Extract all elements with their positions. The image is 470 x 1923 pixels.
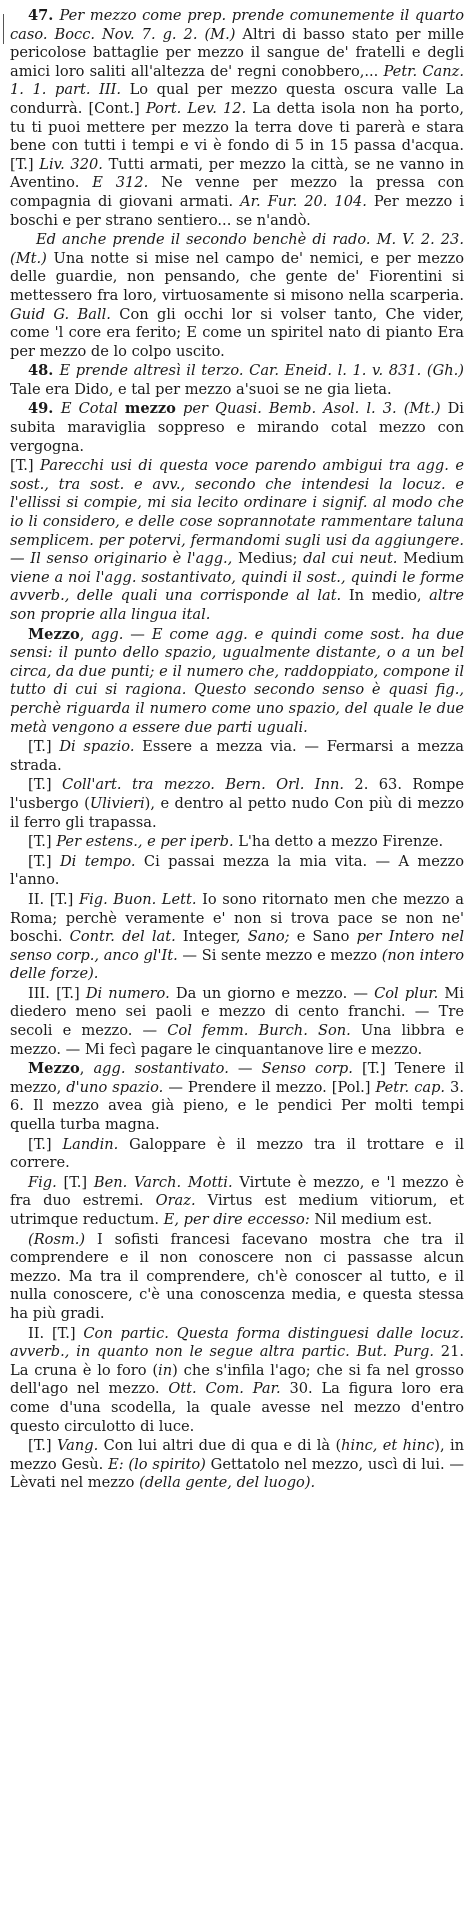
- entry-heading-text: mezzo: [124, 400, 176, 418]
- entry-text: Galoppare è il mezzo tra il trottare e il correre.: [10, 1135, 464, 1172]
- entry-italic-text: per Quasi. Bemb. Asol. l. 3. (Mt.): [175, 400, 441, 418]
- entry-text: —: [123, 625, 152, 643]
- entry-text: I sofisti francesi facevano mostra che tra il comprendere e il non conoscere non ci passasse alcun mezzo. Ma tra il comprendere, ch'è conoscer al tutto, e il nulla conoscere, c'è una conoscenza media, e questa stessa ha più gradi.: [10, 1230, 464, 1322]
- entry-italic-text: Per mezzo come prep. prende comunemente il quarto caso. Bocc. Nov. 7. g. 2. (M.): [10, 7, 464, 43]
- entry-text: [T.]: [63, 1173, 94, 1191]
- entry-paragraph-p48: [10, 362, 464, 399]
- entry-heading-text: Mezzo: [28, 1060, 80, 1078]
- entry-text: ,: [79, 1060, 94, 1078]
- entry-text: 30. La figura loro era come d'una scodella, la quale avesse nel mezzo d'entro questo circulotto di luce.: [10, 1380, 465, 1435]
- entry-text: [T.]: [28, 852, 60, 870]
- margin-rule: [3, 14, 4, 44]
- entry-text: Medius;: [238, 550, 304, 568]
- entry-italic-text: Fig.: [28, 1173, 64, 1191]
- entry-text: ), e dentro al petto nudo Con più di mezzo il ferro gli trapassa.: [10, 794, 464, 831]
- entry-italic-text: d'uno spazio.: [66, 1078, 164, 1096]
- entry-italic-text: E: (lo spirito): [108, 1455, 206, 1473]
- entry-text: ,: [79, 625, 92, 643]
- entry-paragraph-pSpazio: [10, 738, 464, 775]
- entry-text: [T.] Tenere il mezzo,: [10, 1060, 465, 1096]
- entry-italic-text: E prende altresì il terzo. Car. Eneid. l. 1. v. 831. (Gh.): [59, 362, 464, 380]
- entry-text: Io sono ritornato men che mezzo a Roma; perchè veramente e' non si trova pace se non ne' boschi.: [10, 890, 464, 946]
- entry-text: Da un giorno e mezzo. —: [169, 984, 375, 1002]
- entry-italic-text: hinc, et hinc: [341, 1437, 435, 1455]
- entry-text: Una libbra e mezzo. — Mi fecì pagare le cinquantanove lire e mezzo.: [10, 1022, 464, 1058]
- entry-text: [T.]: [28, 776, 63, 794]
- entry-heading-text: Mezzo: [28, 625, 80, 643]
- entry-text: [T.]: [28, 833, 57, 851]
- entry-paragraph-pII: [10, 891, 464, 984]
- entry-text: III. [T.]: [28, 984, 86, 1002]
- entry-paragraph-p47: [10, 7, 464, 230]
- entry-text: ), in mezzo Gesù.: [10, 1437, 465, 1473]
- entry-text: Tale era Dido, e tal per mezzo a'suoi se ne gia lieta.: [10, 380, 392, 398]
- entry-italic-text: agg.: [91, 625, 124, 643]
- entry-italic-text: Di tempo.: [59, 852, 136, 870]
- entry-text: Di subita maraviglia soppreso e mirando cotal mezzo con vergogna.: [10, 400, 464, 455]
- entry-paragraph-pRosm: [10, 1231, 464, 1324]
- entry-italic-text: agg. sostantivato.: [93, 1060, 229, 1078]
- entry-italic-text: altre son proprie alla lingua ital.: [10, 587, 465, 623]
- entry-text: Gettatolo nel mezzo, uscì di lui. — Lèvati nel mezzo: [10, 1455, 464, 1492]
- entry-italic-text: Col plur.: [374, 984, 439, 1002]
- entry-paragraph-pIII: [10, 985, 464, 1059]
- entry-text: Ne venne per mezzo la pressa con compagnia di giovani armati.: [10, 174, 464, 210]
- entry-italic-text: Contr. del lat.: [69, 928, 176, 946]
- entry-italic-text: viene a noi l'agg. sostantivato, quindi il sost., quindi le forme avverb., delle quali una corrisponde al lat.: [10, 568, 464, 605]
- entry-italic-text: in: [158, 1361, 173, 1379]
- entry-text: 3. 6. Il mezzo avea già pieno, e le pendici Per molti tempi quella turba magna.: [10, 1078, 464, 1134]
- entry-italic-text: E 312.: [92, 174, 149, 192]
- entry-italic-text: Vang.: [56, 1437, 99, 1455]
- entry-italic-text: Ulivieri: [89, 794, 145, 812]
- entry-italic-text: Per estens., e per iperb.: [56, 833, 234, 851]
- entry-paragraph-pFig: [10, 1174, 464, 1230]
- entry-text: II. [T.]: [28, 1324, 84, 1342]
- entry-text: Virtus est medium vitiorum, et utrimque reductum.: [10, 1192, 464, 1228]
- entry-italic-text: Col femm. Burch. Son.: [167, 1022, 351, 1040]
- entry-text: —: [228, 1060, 262, 1078]
- entry-text: [T.]: [28, 1437, 57, 1455]
- entry-text: 2. 63. Rompe l'usbergo (: [10, 776, 464, 812]
- entry-text: Altri di basso stato per mille pericolose battaglie per mezzo il sangue de' fratelli e degli amici loro saliti all'altezza de' regni conobbero,...: [10, 25, 464, 80]
- entry-italic-text: Senso corp.: [261, 1060, 353, 1078]
- entry-heading-text: 49.: [28, 400, 61, 418]
- entry-text: [T.]: [28, 1135, 63, 1153]
- entry-text: II. [T.]: [28, 890, 79, 908]
- entry-italic-text: Ben. Varch. Motti.: [93, 1173, 233, 1191]
- entry-italic-text: per Intero nel senso corp., anco gl'It.: [10, 928, 465, 964]
- entry-text: Per mezzo i boschi e per strano sentiero... se n'andò.: [10, 192, 464, 229]
- entry-italic-text: Fig. Buon. Lett.: [78, 890, 197, 908]
- entry-paragraph-p49: [10, 400, 464, 456]
- entry-italic-text: (della gente, del luogo).: [139, 1474, 316, 1492]
- entry-text: Con gli occhi lor si volser tanto, Che vider, come 'l core era ferito; E come un spiritel nato di pianto Era per mezzo de lo colpo uscito.: [10, 305, 464, 360]
- entry-text: Integer,: [175, 928, 248, 946]
- entry-text: In medio,: [348, 587, 430, 605]
- entry-italic-text: E come agg. e quindi come sost. ha due sensi: il punto dello spazio, ugualmente distante, o a un bel circa, da due punti; e il numero che, raddoppiato, compone il tutto di cui si ragiona. Questo secondo senso è quasi fig., perchè riguarda il numero come uno spazio, del quale le due metà vengono a essere due parti uguali.: [10, 625, 465, 736]
- entry-paragraph-pTempo: [10, 853, 464, 890]
- entry-heading-text: 47.: [28, 7, 60, 24]
- entry-paragraph-pII2: [10, 1325, 464, 1437]
- entry-text: — Prendere il mezzo. [Pol.]: [163, 1078, 376, 1096]
- text-column: [10, 7, 464, 1493]
- entry-text: Ci passai mezza la mia vita. — A mezzo l'anno.: [10, 852, 464, 889]
- entry-text: Medium: [403, 550, 464, 568]
- entry-italic-text: Liv. 320.: [39, 155, 103, 173]
- entry-paragraph-p47b: [10, 231, 464, 361]
- entry-text: ) che s'infila l'ago; che si fa nel grosso dell'ago nel mezzo.: [10, 1361, 464, 1398]
- entry-text: e Sano: [289, 928, 357, 946]
- entry-italic-text: Landin.: [62, 1135, 119, 1153]
- entry-text: — Si sente mezzo e mezzo: [177, 946, 382, 964]
- entry-paragraph-pVang: [10, 1437, 464, 1493]
- entry-paragraph-pMezzoAgg: [10, 626, 464, 738]
- entry-italic-text: dal cui neut.: [303, 550, 404, 568]
- entry-italic-text: Guid G. Ball.: [10, 305, 111, 323]
- entry-paragraph-pLandin: [10, 1136, 464, 1173]
- entry-italic-text: (non intero delle forze).: [10, 946, 465, 983]
- entry-paragraph-pEstens: [10, 833, 464, 852]
- entry-text: Tutti armati, per mezzo la città, se ne vanno in Aventino.: [10, 155, 464, 192]
- entry-italic-text: (Rosm.): [28, 1230, 86, 1248]
- entry-italic-text: Oraz.: [155, 1192, 196, 1210]
- entry-italic-text: Port. Lev. 12.: [145, 99, 247, 117]
- entry-italic-text: Ott. Com. Par.: [168, 1380, 281, 1398]
- entry-text: Con lui altri due di qua e di là (: [98, 1437, 342, 1455]
- entry-italic-text: Di spazio.: [59, 738, 135, 756]
- entry-text: Virtute è mezzo, e 'l mezzo è fra duo estremi.: [10, 1173, 464, 1210]
- entry-text: Essere a mezza via. — Fermarsi a mezza strada.: [10, 738, 464, 774]
- entry-text: Lo qual per mezzo questa oscura valle La condurrà. [Cont.]: [10, 81, 464, 117]
- entry-italic-text: Ar. Fur. 20. 104.: [240, 192, 367, 210]
- entry-italic-text: Con partic. Questa forma distinguesi dalle locuz. avverb., in quanto non le segue altra partic. But. Purg.: [10, 1324, 465, 1361]
- entry-paragraph-pMezzoSost: [10, 1060, 464, 1134]
- entry-heading-text: 48.: [28, 362, 60, 380]
- entry-paragraph-pCollart: [10, 776, 464, 832]
- entry-paragraph-pT: [10, 457, 464, 624]
- entry-text: [T.]: [10, 457, 41, 475]
- entry-italic-text: Di numero.: [85, 984, 170, 1002]
- entry-italic-text: Petr. Canz. 1. 1. part. III.: [10, 62, 464, 99]
- entry-text: Nil medium est.: [309, 1211, 433, 1228]
- entry-italic-text: E Cotal: [60, 400, 125, 418]
- entry-italic-text: Coll'art. tra mezzo. Bern. Orl. Inn.: [62, 776, 345, 794]
- entry-italic-text: Ed anche prende il secondo benchè di rado. M. V. 2. 23. (Mt.): [10, 231, 464, 267]
- entry-text: [T.]: [28, 738, 60, 756]
- entry-italic-text: Petr. cap.: [375, 1078, 446, 1096]
- entry-text: Una notte si mise nel campo de' nemici, e per mezzo delle guardie, non pensando, che gente de' Fiorentini si mettessero fra loro, virtuosamente si misono nella scarperia.: [10, 249, 464, 304]
- entry-italic-text: Parecchi usi di questa voce parendo ambigui tra agg. e sost., tra sost. e avv., secondo che intendesi la locuz. e l'ellissi si compie, mi sia lecito ordinare i signif. al modo che io li considero, e delle cose soprannotate rammentare taluna semplicem. per potervi, fermandomi sugli usi da aggiungere. — Il senso originario è l'agg.,: [10, 457, 464, 568]
- entry-italic-text: Sano;: [247, 928, 290, 946]
- entry-text: 21. La cruna è lo foro (: [10, 1343, 464, 1379]
- entry-italic-text: E, per dire eccesso:: [163, 1211, 310, 1228]
- entry-text: Mi diedero meno sei paoli e mezzo di cento franchi. — Tre secoli e mezzo. —: [10, 984, 464, 1040]
- entry-text: L'ha detto a mezzo Firenze.: [233, 833, 444, 851]
- entry-text: La detta isola non ha porto, tu ti puoi mettere per mezzo la terra dove ti parerà e stara bene con tutti i tempi e vi è fondo di 5 in 15 passa d'acqua. [T.]: [10, 99, 464, 173]
